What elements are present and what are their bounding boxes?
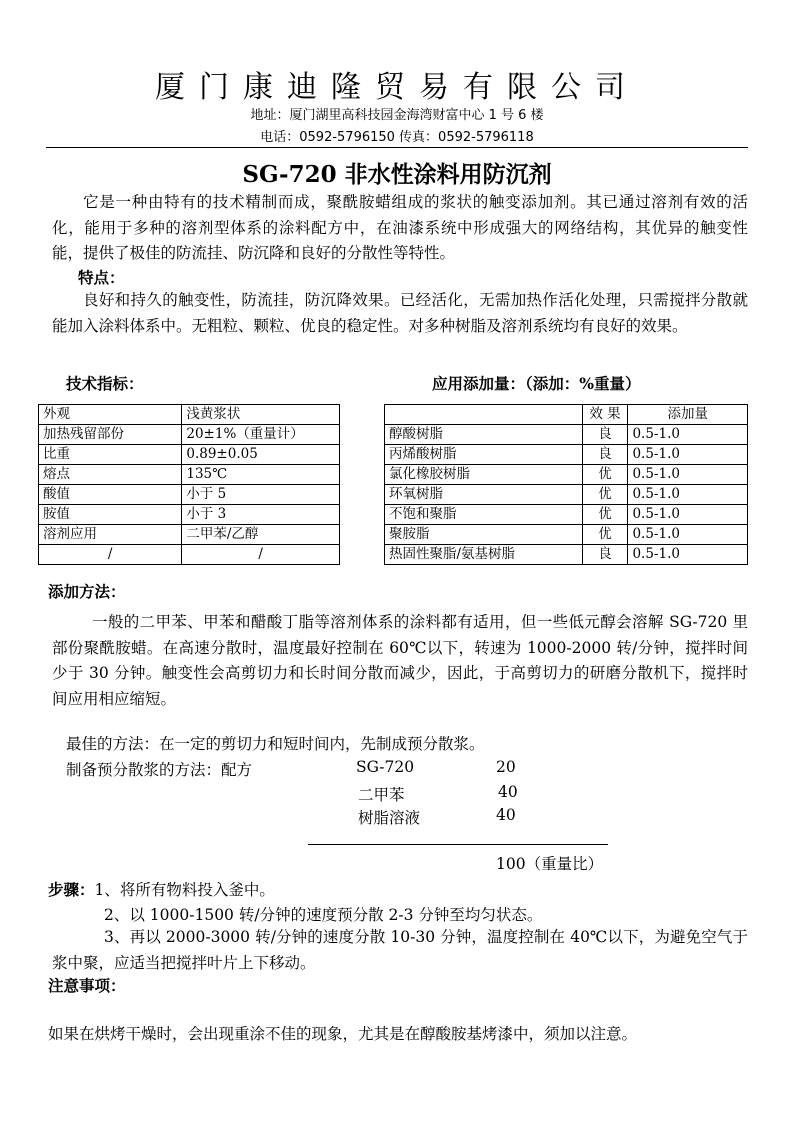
table-row [385, 445, 748, 465]
spec-key: / [39, 545, 182, 565]
resin-name: 聚胺脂 [385, 525, 583, 545]
resin-amount: 0.5-1.0 [628, 525, 748, 545]
table-row [385, 465, 748, 485]
table-row [39, 445, 340, 465]
resin-name: 不饱和聚脂 [385, 505, 583, 525]
table-row [39, 405, 340, 425]
spec-key: 酸值 [39, 485, 182, 505]
best-method: 最佳的方法：在一定的剪切力和短时间内，先制成预分散浆。 [66, 735, 485, 753]
step-1: 1、将所有物料投入釜中。 [94, 881, 275, 899]
table-row [39, 425, 340, 445]
spec-value: 135℃ [182, 465, 340, 485]
usage-header-name [385, 405, 583, 425]
spec-key: 外观 [39, 405, 182, 425]
table-header-row [385, 405, 748, 425]
step-2: 2、以 1000-1500 转/分钟的速度预分散 2-3 分钟至均匀状态。 [104, 906, 543, 924]
step-3: 3、再以 2000-3000 转/分钟的速度分散 10-30 分钟，温度控制在 40℃以下，为避免空气于浆中聚，应适当把搅拌叶片上下移动。 [52, 928, 748, 972]
features-paragraph: 良好和持久的触变性，防流挂，防沉降效果。已经活化，无需加热作活化处理，只需搅拌分散就能加入涂料体系中。无粗粒、颗粒、优良的稳定性。对多种树脂及溶剂系统均有良好的效果。 [52, 291, 748, 335]
spec-key: 熔点 [39, 465, 182, 485]
table-row [385, 485, 748, 505]
spec-key: 胺值 [39, 505, 182, 525]
method-paragraph: 一般的二甲苯、甲苯和醋酸丁脂等溶剂体系的涂料都有适用，但一些低元醇会溶解 SG-720 里部份聚酰胺蜡。在高速分散时，温度最好控制在 60℃以下，转速为 1000-2000 转/分钟，搅拌时间少于 30 分钟。触变性会高剪切力和长时间分散而减少，因此，于高剪切力的研磨分散机下，搅拌时间应用相应缩短。 [52, 613, 748, 708]
usage-header-amount: 添加量 [628, 405, 748, 425]
spec-key: 溶剂应用 [39, 525, 182, 545]
spec-value: 小于 5 [182, 485, 340, 505]
resin-amount: 0.5-1.0 [628, 445, 748, 465]
resin-effect: 优 [582, 525, 628, 545]
table-row [385, 425, 748, 445]
company-name: 厦门康迪隆贸易有限公司 [155, 70, 639, 105]
table-row [39, 525, 340, 545]
resin-name: 醇酸树脂 [385, 425, 583, 445]
resin-amount: 0.5-1.0 [628, 545, 748, 565]
table-row [385, 545, 748, 565]
spec-value: 二甲苯/乙醇 [182, 525, 340, 545]
steps-heading: 步骤： [48, 880, 95, 899]
notes-heading: 注意事项： [48, 976, 126, 995]
prep-label: 制备预分散浆的方法：配方 [66, 761, 253, 779]
formula-qty: 20 [496, 758, 516, 776]
formula-name: 树脂溶液 [358, 809, 421, 827]
method-heading: 添加方法： [48, 582, 126, 601]
spec-table [38, 404, 340, 565]
formula-name: 二甲苯 [358, 786, 405, 804]
tech-specs-heading: 技术指标： [66, 374, 144, 393]
spec-value: 20±1%（重量计） [182, 425, 340, 445]
usage-heading: 应用添加量：（添加：%重量） [432, 374, 641, 393]
resin-effect: 良 [582, 445, 628, 465]
resin-name: 丙烯酸树脂 [385, 445, 583, 465]
table-row [385, 525, 748, 545]
spec-key: 比重 [39, 445, 182, 465]
resin-effect: 优 [582, 465, 628, 485]
sum-line [308, 844, 608, 845]
company-contact: 电话：0592-5796150 传真：0592-5796118 [260, 130, 534, 145]
formula-qty: 40 [496, 806, 516, 824]
spec-value: / [182, 545, 340, 565]
formula-total: 100（重量比） [496, 855, 604, 873]
resin-effect: 优 [582, 505, 628, 525]
resin-amount: 0.5-1.0 [628, 425, 748, 445]
resin-name: 氯化橡胶树脂 [385, 465, 583, 485]
spec-value: 小于 3 [182, 505, 340, 525]
formula-name: SG-720 [356, 758, 415, 776]
table-row [385, 505, 748, 525]
spec-value: 浅黄浆状 [182, 405, 340, 425]
header-divider [46, 147, 748, 148]
table-row [39, 485, 340, 505]
table-row [39, 545, 340, 565]
notes-paragraph: 如果在烘烤干燥时，会出现重涂不佳的现象，尤其是在醇酸胺基烤漆中，须加以注意。 [48, 1025, 638, 1043]
document-title: SG-720 非水性涂料用防沉剂 [242, 161, 552, 188]
features-heading: 特点： [78, 268, 125, 287]
resin-effect: 良 [582, 425, 628, 445]
usage-table [384, 404, 748, 565]
table-row [39, 465, 340, 485]
intro-paragraph: 它是一种由特有的技术精制而成，聚酰胺蜡组成的浆状的触变添加剂。其已通过溶剂有效的活化，能用于多种的溶剂型体系的涂料配方中，在油漆系统中形成强大的网络结构，其优异的触变性能，提供了极佳的防流挂、防沉降和良好的分散性等特性。 [52, 193, 748, 262]
resin-name: 环氧树脂 [385, 485, 583, 505]
spec-key: 加热残留部份 [39, 425, 182, 445]
usage-header-effect: 效 果 [582, 405, 628, 425]
resin-amount: 0.5-1.0 [628, 465, 748, 485]
spec-value: 0.89±0.05 [182, 445, 340, 465]
resin-amount: 0.5-1.0 [628, 505, 748, 525]
resin-amount: 0.5-1.0 [628, 485, 748, 505]
resin-effect: 优 [582, 485, 628, 505]
resin-name: 热固性聚脂/氨基树脂 [385, 545, 583, 565]
formula-qty: 40 [498, 783, 518, 801]
table-row [39, 505, 340, 525]
resin-effect: 良 [582, 545, 628, 565]
company-address: 地址：厦门湖里高科技园金海湾财富中心 1 号 6 楼 [250, 108, 544, 123]
